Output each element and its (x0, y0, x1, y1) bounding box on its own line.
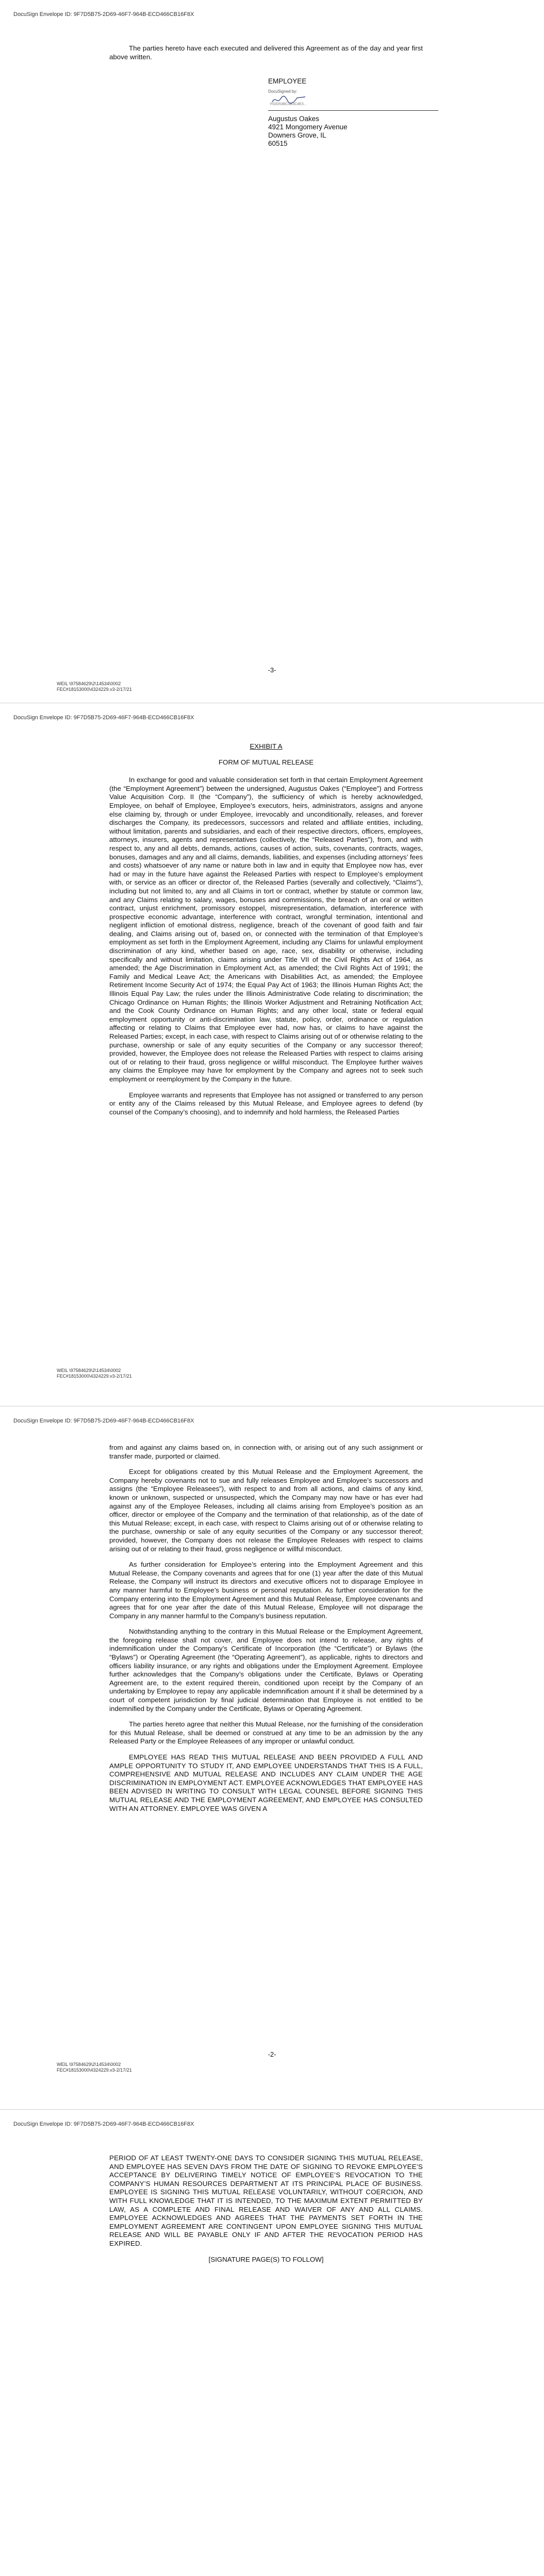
document-page-3 (0, 1406, 544, 2110)
page-footer (57, 1368, 132, 1379)
document-page-4 (0, 2110, 544, 2576)
page2-body (109, 742, 423, 1124)
address-line-2: Downers Grove, IL (268, 131, 326, 139)
signature-line (268, 87, 438, 111)
acknowledgement-paragraph: EMPLOYEE HAS READ THIS MUTUAL RELEASE AND BEEN PROVIDED A FULL AND AMPLE OPPORTUNITY TO STUDY IT, AND EMPLOYEE UNDERSTANDS THAT THIS IS A FULL, COMPREHENSIVE AND MUTUAL RELEASE AND INCLUDES ANY CLAIM UNDER THE AGE DISCRIMINATION IN EMPLOYMENT ACT. EMPLOYEE ACKNOWLEDGES THAT EMPLOYEE HAS BEEN ADVISED IN WRITING TO CONSULT WITH LEGAL COUNSEL BEFORE SIGNING THIS MUTUAL RELEASE AND THE EMPLOYMENT AGREEMENT, AND EMPLOYEE HAS CONSULTED WITH AN ATTORNEY. EMPLOYEE WAS GIVEN A (109, 1753, 423, 1812)
address-line-1: 4921 Mongomery Avenue (268, 123, 348, 131)
employee-name: Augustus Oakes (268, 115, 320, 123)
footer-line-2: FEC#18153000\4324229.v3-2/17/21 (57, 1374, 132, 1379)
footer-line-2: FEC#18153000\4324229.v3-2/17/21 (57, 687, 132, 692)
footer-line-1: WEIL \97584629\2\14534\0002 (57, 1368, 121, 1373)
indemnification-paragraph: Notwithstanding anything to the contrary in this Mutual Release or the Employment Agreement, the foregoing release shall not cover, and Employee does not intend to release, any rights of indemnification under the Company’s Certificate of Incorporation (the “Certificate”) or Bylaws (the “Bylaws”) or Operating Agreement (the “Operating Agreement”), as applicable, rights to directors and officers liability insurance, or any rights and obligations under the Employment Agreement. Employee further acknowledges that the Company’s obligations under the Certificate, Bylaws or Operating Agreement are, to the extent required therein, conditioned upon receipt by the Company of an undertaking by Employee to repay any applicable indemnification amount if it shall be determined by a court of competent jurisdiction by final judicial determination that Employee is not entitled to be indemnified by the Company under the Certificate, Bylaws or Operating Agreement. (109, 1628, 423, 1713)
footer-line-1: WEIL \97584629\2\14534\0002 (57, 681, 121, 686)
envelope-id: DocuSign Envelope ID: 9F7D5B75-2D69-46F7-964B-ECD466CB16F8X (13, 2121, 194, 2127)
envelope-id: DocuSign Envelope ID: 9F7D5B75-2D69-46F7-964B-ECD466CB16F8X (13, 11, 194, 18)
employee-label: EMPLOYEE (268, 77, 307, 85)
address-line-3: 60515 (268, 140, 288, 147)
page3-body (109, 1444, 423, 1820)
non-disparagement-paragraph: As further consideration for Employee’s entering into the Employment Agreement and this Mutual Release, the Company covenants and agrees that for one (1) year after the date of this Mutual Release, the Company will instruct its directors and executive officers not to disparage Employee in any manner harmful to Employee’s business or personal reputation. As further consideration for the Company entering into the Employment Agreement and this Mutual Release, Employee covenants and agrees that for one year after the date of this Mutual Release, Employee will not disparage the Company in any manner harmful to the Company’s business reputation. (109, 1561, 423, 1620)
page1-body (109, 44, 423, 69)
release-paragraph-2: Employee warrants and represents that Employee has not assigned or transferred to any person or entity any of the Claims released by this Mutual Release, and Employee agrees to defend (by counsel of the Company’s choosing), and to indemnify and hold harmless, the Released Parties (109, 1091, 423, 1116)
page-number: -2- (268, 2050, 276, 2058)
envelope-id: DocuSign Envelope ID: 9F7D5B75-2D69-46F7-964B-ECD466CB16F8X (13, 715, 194, 721)
page-footer (57, 681, 132, 692)
employee-signature-block (268, 77, 438, 148)
page-footer (57, 2062, 132, 2073)
page-number: -3- (268, 666, 276, 674)
release-paragraph-continued: from and against any claims based on, in connection with, or arising out of any such assignment or transfer made, purported or claimed. (109, 1444, 423, 1460)
company-release-paragraph: Except for obligations created by this Mutual Release and the Employment Agreement, the Company hereby covenants not to sue and fully releases Employee and Employee’s successors and assigns (the “Employee Releasees”), with respect to and from all actions, and claims of any kind, known or unknown, suspected or unsuspected, which the Company may now have or has ever had against any of the Employee Releases, including all claims arising from Employee’s position as an officer, director or employee of the Company and the termination of that relationship, as of the date of this Mutual Release; except, in each case, with respect to Claims arising out of or otherwise relating to the purchase, ownership or sale of any equity securities of the Company or any successor thereof; provided, however, the Company does not release the Employee Releases with respect to claims arising out of or relating to their fraud, gross negligence or willful misconduct. (109, 1468, 423, 1553)
envelope-id: DocuSign Envelope ID: 9F7D5B75-2D69-46F7-964B-ECD466CB16F8X (13, 1418, 194, 1424)
document-page-1 (0, 0, 544, 703)
docusigned-by-label: DocuSigned by: (268, 89, 298, 94)
document-page-2 (0, 703, 544, 1406)
form-title: FORM OF MUTUAL RELEASE (218, 758, 314, 766)
signature-hash: F02D53BC4B3C4E3... (270, 103, 307, 106)
footer-line-1: WEIL \97584629\2\14534\0002 (57, 2062, 121, 2067)
page4-body (109, 2154, 423, 2271)
exhibit-heading: EXHIBIT A (250, 742, 283, 750)
revocation-paragraph: PERIOD OF AT LEAST TWENTY-ONE DAYS TO CONSIDER SIGNING THIS MUTUAL RELEASE, AND EMPLOYEE HAS SEVEN DAYS FROM THE DATE OF SIGNING TO REVOKE EMPLOYEE’S ACCEPTANCE BY DELIVERING TIMELY NOTICE OF EMPLOYEE’S REVOCATION TO THE COMPANY’S HUMAN RESOURCES DEPARTMENT AT ITS PRINCIPAL PLACE OF BUSINESS. EMPLOYEE IS SIGNING THIS MUTUAL RELEASE VOLUNTARILY, WITHOUT COERCION, AND WITH FULL KNOWLEDGE THAT IT IS INTENDED, TO THE MAXIMUM EXTENT PERMITTED BY LAW, AS A COMPLETE AND FINAL RELEASE AND WAIVER OF ANY AND ALL CLAIMS. EMPLOYEE ACKNOWLEDGES AND AGREES THAT THE PAYMENTS SET FORTH IN THE EMPLOYMENT AGREEMENT ARE CONTINGENT UPON EMPLOYEE SIGNING THIS MUTUAL RELEASE AND WILL BE PAYABLE ONLY IF AND AFTER THE REVOCATION PERIOD HAS EXPIRED. (109, 2154, 423, 2247)
release-paragraph-1: In exchange for good and valuable consideration set forth in that certain Employment Agreement (the “Employment Agreement”) between the undersigned, Augustus Oakes (“Employee”) and Fortress Value Acquisition Corp. II (the “Company”), the sufficiency of which is hereby acknowledged, Employee, on behalf of Employee, Employee’s executors, heirs, administrators, assigns and anyone else claiming by, through or under Employee, irrevocably and unconditionally, releases, and forever discharges the Company, its predecessors, successors and related and affiliate entities, including, without limitation, parents and subsidiaries, and each of their respective directors, officers, employees, attorneys, insurers, agents and representatives (collectively, the “Released Parties”), from, and with respect to, any and all debts, demands, actions, causes of action, suits, covenants, contracts, wages, bonuses, damages and any and all claims, demands, liabilities, and expenses (including attorneys’ fees and costs) whatsoever of any name or nature both in law and in equity that Employee now has, ever had or may in the future have against the Released Parties with respect to Employee’s employment with, or service as an officer or director of, the Released Parties (severally and collectively, “Claims”), including but not limited to, any and all Claims in tort or contract, whether by statute or common law, and any Claims relating to salary, wages, bonuses and commissions, the breach of an oral or written contract, unjust enrichment, promissory estoppel, misrepresentation, defamation, interference with prospective economic advantage, interference with contract, wrongful termination, intentional and negligent infliction of emotional distress, negligence, breach of the covenant of good faith and fair dealing, and Claims arising out of, based on, or connected with the termination of that Employee’s employment as set forth in the Employment Agreement, including any Claims for unlawful employment discrimination of any kind, whether based on age, race, sex, disability or otherwise, including specifically and without limitation, claims arising under Title VII of the Civil Rights Act of 1964, as amended; the Age Discrimination in Employment Act, as amended; the Civil Rights Act of 1991; the Family and Medical Leave Act; the Americans with Disabilities Act, as amended; the Employee Retirement Income Security Act of 1974; the Equal Pay Act of 1963; the Illinois Human Rights Act; the Illinois Equal Pay Law; the rules under the Illinois Administrative Code relating to discrimination; the Chicago Ordinance on Human Rights; the Illinois Worker Adjustment and Retraining Notification Act; and the Cook County Ordinance on Human Rights; and any other local, state or federal equal employment opportunity or anti-discrimination law, statute, policy, order, ordinance or regulation affecting or relating to Claims that Employee ever had, now has, or claims to have against the Released Parties; except, in each case, with respect to Claims arising out of or otherwise relating to the purchase, ownership or sale of any equity securities of the Company or any successor thereof; provided, however, the Employee does not release the Released Parties with respect to claims arising out of or relating to their fraud, gross negligence or willful misconduct. The Employee further waives any claims the Employee may have for employment by the Company and agrees not to seek such employment or reemployment by the Company in the future. (109, 776, 423, 1083)
no-admission-paragraph: The parties hereto agree that neither this Mutual Release, nor the furnishing of the consideration for this Mutual Release, shall be deemed or construed at any time to be an admission by the any Released Party or the Employee Releasees of any improper or unlawful conduct. (109, 1720, 423, 1745)
closing-paragraph: The parties hereto have each executed and delivered this Agreement as of the day and year first above written. (109, 44, 423, 61)
footer-line-2: FEC#18153000\4324229.v3-2/17/21 (57, 2067, 132, 2073)
signature-follow-note: [SIGNATURE PAGE(S) TO FOLLOW] (208, 2255, 324, 2263)
